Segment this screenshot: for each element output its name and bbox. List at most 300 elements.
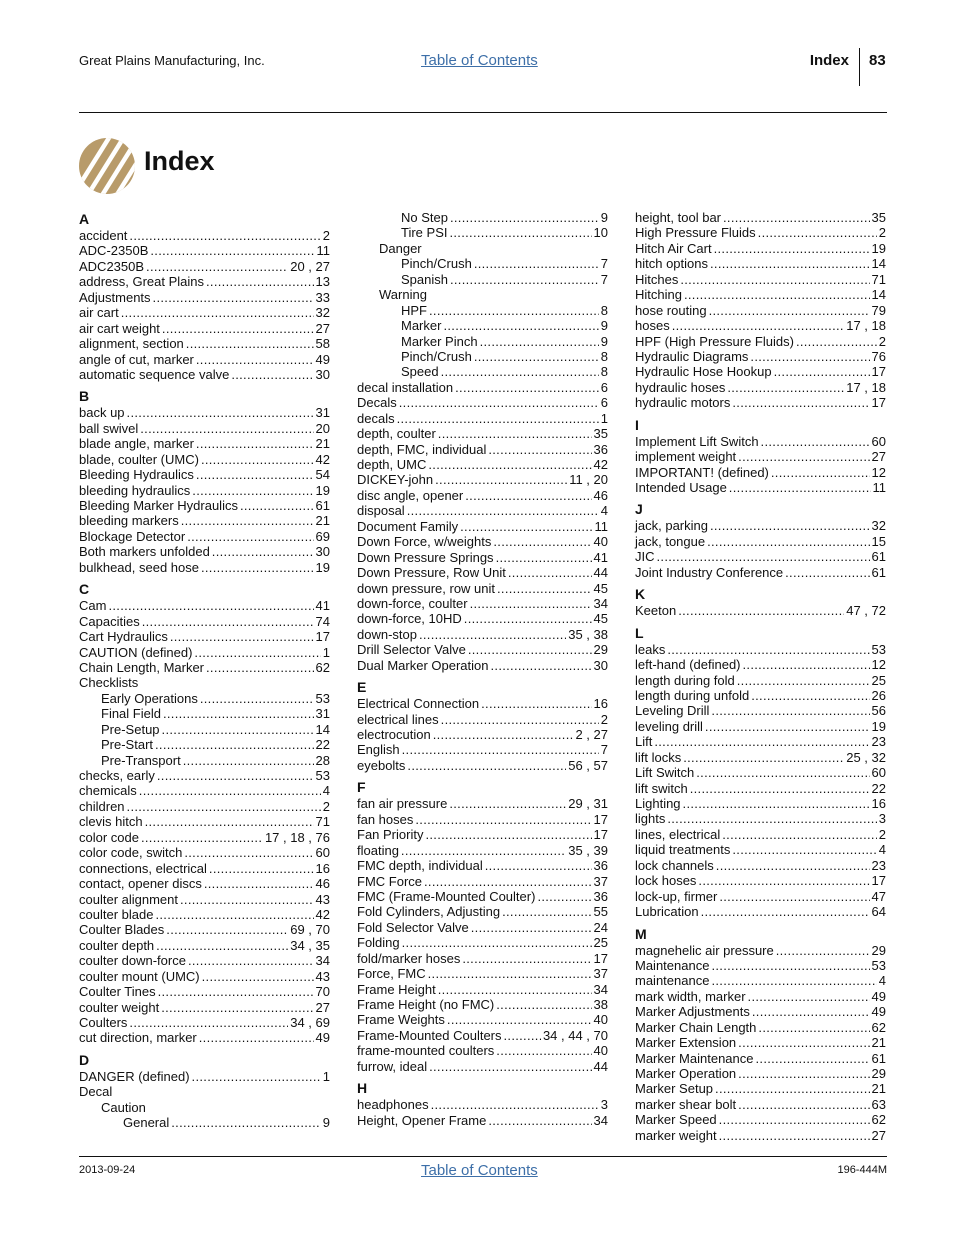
index-entry[interactable] — [357, 889, 608, 904]
index-page-ref[interactable]: 11 — [872, 480, 886, 495]
index-entry[interactable] — [357, 1028, 608, 1043]
index-entry[interactable] — [357, 303, 608, 318]
index-entry[interactable] — [635, 642, 886, 657]
index-page-ref[interactable]: 35 , 38 — [568, 626, 608, 642]
index-entry[interactable] — [79, 753, 330, 768]
index-entry[interactable] — [357, 565, 608, 580]
index-page-ref[interactable]: 27 — [315, 320, 330, 336]
index-page-ref[interactable]: 38 — [593, 997, 608, 1012]
index-entry[interactable] — [357, 812, 608, 827]
index-entry[interactable] — [79, 768, 330, 783]
index-page-ref[interactable]: 53 — [871, 957, 886, 973]
index-entry[interactable] — [79, 969, 330, 984]
index-page-ref[interactable]: 61 — [871, 1050, 886, 1066]
index-page-ref[interactable]: 29 — [871, 942, 886, 958]
index-entry[interactable] — [357, 581, 608, 596]
index-page-ref[interactable]: 14 — [871, 256, 886, 272]
index-page-ref[interactable]: 31 — [315, 405, 330, 421]
index-page-ref[interactable]: 54 — [315, 467, 330, 483]
index-page-ref[interactable]: 17 — [871, 395, 886, 411]
index-entry[interactable] — [79, 498, 330, 513]
index-entry[interactable] — [79, 352, 330, 367]
index-entry[interactable] — [79, 706, 330, 721]
index-entry[interactable] — [357, 1097, 608, 1112]
index-page-ref[interactable]: 49 — [315, 351, 330, 367]
index-page-ref[interactable]: 37 — [593, 873, 608, 889]
index-entry[interactable] — [635, 1081, 886, 1096]
index-page-ref[interactable]: 41 — [593, 549, 608, 565]
index-page-ref[interactable]: 2 — [322, 228, 330, 243]
index-page-ref[interactable]: 53 — [315, 768, 330, 783]
index-entry[interactable] — [635, 334, 886, 349]
index-entry[interactable] — [79, 722, 330, 737]
index-entry[interactable] — [79, 799, 330, 814]
index-entry[interactable] — [635, 449, 886, 464]
index-page-ref[interactable]: 9 — [600, 210, 608, 225]
index-page-ref[interactable]: 40 — [593, 534, 608, 550]
index-entry[interactable] — [357, 843, 608, 858]
index-entry[interactable] — [79, 274, 330, 289]
index-entry[interactable] — [635, 1051, 886, 1066]
index-entry[interactable] — [635, 225, 886, 240]
index-entry[interactable] — [79, 1030, 330, 1045]
index-entry[interactable] — [357, 210, 608, 225]
index-page-ref[interactable]: 34 , 44 , 70 — [542, 1027, 608, 1043]
index-entry[interactable] — [357, 380, 608, 395]
index-entry[interactable] — [635, 781, 886, 796]
index-page-ref[interactable]: 2 — [878, 225, 886, 241]
index-entry[interactable] — [357, 596, 608, 611]
index-entry[interactable] — [635, 287, 886, 302]
index-page-ref[interactable]: 2 — [878, 333, 886, 349]
index-page-ref[interactable]: 28 — [315, 752, 330, 768]
index-entry[interactable] — [357, 951, 608, 966]
index-entry[interactable] — [357, 627, 608, 642]
index-page-ref[interactable]: 21 — [315, 436, 330, 452]
index-entry[interactable] — [635, 827, 886, 842]
index-entry[interactable] — [357, 997, 608, 1012]
index-page-ref[interactable]: 19 — [871, 718, 886, 734]
index-page-ref[interactable]: 61 — [871, 549, 886, 565]
index-entry[interactable] — [635, 765, 886, 780]
index-page-ref[interactable]: 79 — [871, 302, 886, 318]
index-entry[interactable] — [79, 907, 330, 922]
index-entry[interactable] — [635, 842, 886, 857]
index-page-ref[interactable]: 11 — [316, 243, 330, 259]
index-page-ref[interactable]: 14 — [315, 721, 330, 737]
index-page-ref[interactable]: 33 — [315, 289, 330, 305]
index-entry[interactable] — [79, 436, 330, 451]
index-page-ref[interactable]: 44 — [593, 565, 608, 581]
index-entry[interactable] — [635, 688, 886, 703]
index-page-ref[interactable]: 43 — [315, 968, 330, 984]
index-entry[interactable] — [79, 467, 330, 482]
index-page-ref[interactable]: 7 — [600, 271, 608, 287]
index-page-ref[interactable]: 37 — [593, 966, 608, 982]
index-entry[interactable] — [357, 334, 608, 349]
index-entry[interactable] — [79, 783, 330, 798]
index-page-ref[interactable]: 53 — [871, 641, 886, 657]
index-page-ref[interactable]: 22 — [315, 737, 330, 753]
index-page-ref[interactable]: 49 — [315, 1030, 330, 1046]
index-entry[interactable] — [635, 858, 886, 873]
index-page-ref[interactable]: 56 — [871, 703, 886, 719]
index-page-ref[interactable]: 24 — [593, 919, 608, 935]
index-page-ref[interactable]: 9 — [600, 333, 608, 349]
index-page-ref[interactable]: 34 , 69 — [290, 1015, 330, 1030]
index-entry[interactable] — [79, 1015, 330, 1030]
index-page-ref[interactable]: 62 — [871, 1019, 886, 1035]
index-page-ref[interactable]: 60 — [871, 765, 886, 781]
index-page-ref[interactable]: 8 — [600, 302, 608, 318]
index-page-ref[interactable]: 17 — [315, 629, 330, 645]
index-page-ref[interactable]: 61 — [871, 564, 886, 580]
index-page-ref[interactable]: 2 — [322, 798, 330, 814]
index-page-ref[interactable]: 34 — [593, 595, 608, 611]
index-entry[interactable] — [357, 411, 608, 426]
index-entry[interactable] — [79, 629, 330, 644]
index-entry[interactable] — [357, 457, 608, 472]
index-entry[interactable] — [79, 876, 330, 891]
index-entry[interactable] — [357, 256, 608, 271]
index-page-ref[interactable]: 30 — [315, 366, 330, 382]
index-page-ref[interactable]: 12 — [871, 464, 886, 480]
index-entry[interactable] — [635, 318, 886, 333]
index-entry[interactable] — [357, 742, 608, 757]
index-page-ref[interactable]: 56 , 57 — [568, 757, 608, 773]
index-entry[interactable] — [635, 1066, 886, 1081]
index-page-ref[interactable]: 23 — [871, 857, 886, 873]
index-page-ref[interactable]: 27 — [315, 999, 330, 1015]
index-page-ref[interactable]: 4 — [322, 783, 330, 799]
index-entry[interactable] — [635, 1128, 886, 1143]
index-entry[interactable] — [357, 858, 608, 873]
index-page-ref[interactable]: 32 — [871, 518, 886, 534]
index-entry[interactable] — [635, 1035, 886, 1050]
index-page-ref[interactable]: 42 — [315, 451, 330, 467]
index-entry[interactable] — [635, 465, 886, 480]
index-entry[interactable] — [635, 1004, 886, 1019]
index-entry[interactable] — [357, 611, 608, 626]
index-entry[interactable] — [79, 290, 330, 305]
index-entry[interactable] — [79, 1115, 330, 1130]
index-page-ref[interactable]: 49 — [871, 1004, 886, 1020]
index-entry[interactable] — [635, 1112, 886, 1127]
index-entry[interactable] — [635, 904, 886, 919]
index-entry[interactable] — [79, 598, 330, 613]
table-of-contents-link[interactable]: Table of Contents — [421, 52, 538, 69]
index-entry[interactable] — [635, 349, 886, 364]
index-entry[interactable] — [79, 483, 330, 498]
index-entry[interactable] — [79, 984, 330, 999]
index-entry[interactable] — [79, 228, 330, 243]
index-entry[interactable] — [635, 272, 886, 287]
index-entry[interactable] — [79, 259, 330, 274]
index-entry[interactable] — [79, 336, 330, 351]
index-page-ref[interactable]: 46 — [315, 876, 330, 892]
index-entry[interactable] — [357, 642, 608, 657]
index-entry[interactable] — [635, 256, 886, 271]
index-entry[interactable] — [79, 421, 330, 436]
index-page-ref[interactable]: 45 — [593, 611, 608, 627]
index-entry[interactable] — [635, 943, 886, 958]
index-entry[interactable] — [635, 734, 886, 749]
index-entry[interactable] — [357, 550, 608, 565]
index-page-ref[interactable]: 55 — [593, 904, 608, 920]
index-page-ref[interactable]: 4 — [878, 842, 886, 858]
index-entry[interactable] — [357, 426, 608, 441]
index-page-ref[interactable]: 44 — [593, 1058, 608, 1074]
index-page-ref[interactable]: 21 — [871, 1035, 886, 1051]
index-entry[interactable] — [79, 845, 330, 860]
index-entry[interactable] — [357, 658, 608, 673]
index-page-ref[interactable]: 6 — [600, 395, 608, 411]
index-page-ref[interactable]: 42 — [315, 906, 330, 922]
index-entry[interactable] — [357, 503, 608, 518]
index-page-ref[interactable]: 12 — [871, 657, 886, 673]
index-page-ref[interactable]: 63 — [871, 1096, 886, 1112]
index-page-ref[interactable]: 74 — [315, 613, 330, 629]
index-entry[interactable] — [79, 243, 330, 258]
index-page-ref[interactable]: 20 , 27 — [290, 258, 330, 274]
index-page-ref[interactable]: 21 — [315, 513, 330, 529]
index-page-ref[interactable]: 46 — [593, 487, 608, 503]
index-entry[interactable] — [635, 873, 886, 888]
index-entry[interactable] — [357, 935, 608, 950]
index-page-ref[interactable]: 19 — [871, 240, 886, 256]
index-page-ref[interactable]: 15 — [871, 533, 886, 549]
index-page-ref[interactable]: 13 — [315, 274, 330, 290]
index-entry[interactable] — [357, 1059, 608, 1074]
index-entry[interactable] — [635, 673, 886, 688]
index-page-ref[interactable]: 2 — [600, 711, 608, 727]
index-page-ref[interactable]: 40 — [593, 1043, 608, 1059]
index-entry[interactable] — [635, 518, 886, 533]
index-entry[interactable] — [357, 318, 608, 333]
index-page-ref[interactable]: 4 — [600, 503, 608, 519]
index-entry[interactable] — [357, 982, 608, 997]
index-entry[interactable] — [357, 1113, 608, 1128]
index-page-ref[interactable]: 76 — [871, 348, 886, 364]
index-entry[interactable] — [79, 645, 330, 660]
index-entry[interactable] — [635, 549, 886, 564]
index-entry[interactable] — [79, 892, 330, 907]
index-page-ref[interactable]: 3 — [878, 811, 886, 827]
index-page-ref[interactable]: 64 — [871, 904, 886, 920]
index-page-ref[interactable]: 26 — [871, 687, 886, 703]
index-entry[interactable] — [79, 660, 330, 675]
index-entry[interactable] — [79, 452, 330, 467]
index-page-ref[interactable]: 1 — [600, 410, 608, 426]
index-entry[interactable] — [79, 691, 330, 706]
index-entry[interactable] — [79, 614, 330, 629]
index-entry[interactable] — [79, 953, 330, 968]
index-entry[interactable] — [79, 367, 330, 382]
index-page-ref[interactable]: 58 — [315, 336, 330, 352]
index-entry[interactable] — [357, 696, 608, 711]
index-page-ref[interactable]: 30 — [593, 657, 608, 673]
index-entry[interactable] — [635, 796, 886, 811]
index-entry[interactable] — [635, 958, 886, 973]
index-entry[interactable] — [79, 529, 330, 544]
index-entry[interactable] — [357, 758, 608, 773]
index-page-ref[interactable]: 41 — [315, 598, 330, 614]
index-entry[interactable] — [635, 719, 886, 734]
index-entry[interactable] — [357, 1043, 608, 1058]
index-page-ref[interactable]: 42 — [593, 457, 608, 472]
index-page-ref[interactable]: 40 — [593, 1012, 608, 1028]
index-page-ref[interactable]: 9 — [322, 1115, 330, 1131]
index-entry[interactable] — [357, 827, 608, 842]
index-entry[interactable] — [79, 861, 330, 876]
index-page-ref[interactable]: 11 , 20 — [569, 472, 608, 488]
index-page-ref[interactable]: 2 — [878, 826, 886, 842]
index-page-ref[interactable]: 19 — [315, 559, 330, 575]
index-page-ref[interactable]: 47 , 72 — [846, 603, 886, 619]
index-entry[interactable] — [357, 1012, 608, 1027]
index-page-ref[interactable]: 71 — [315, 814, 330, 830]
index-page-ref[interactable]: 23 — [871, 734, 886, 750]
index-page-ref[interactable]: 62 — [871, 1112, 886, 1128]
index-page-ref[interactable]: 11 — [594, 518, 608, 534]
index-entry[interactable] — [357, 225, 608, 240]
index-page-ref[interactable]: 16 — [315, 860, 330, 876]
index-page-ref[interactable]: 4 — [878, 973, 886, 989]
index-page-ref[interactable]: 71 — [871, 271, 886, 287]
index-entry[interactable] — [635, 565, 886, 580]
index-page-ref[interactable]: 1 — [322, 644, 330, 660]
table-of-contents-link-footer[interactable]: Table of Contents — [421, 1162, 538, 1179]
index-page-ref[interactable]: 34 — [593, 1112, 608, 1128]
index-page-ref[interactable]: 29 — [593, 642, 608, 658]
index-entry[interactable] — [79, 321, 330, 336]
index-page-ref[interactable]: 29 — [871, 1066, 886, 1081]
index-page-ref[interactable]: 31 — [315, 706, 330, 722]
index-entry[interactable] — [79, 513, 330, 528]
index-page-ref[interactable]: 34 , 35 — [290, 937, 330, 953]
index-page-ref[interactable]: 60 — [871, 433, 886, 449]
index-entry[interactable] — [79, 544, 330, 559]
index-page-ref[interactable]: 36 — [593, 441, 608, 457]
index-page-ref[interactable]: 17 , 18 — [846, 318, 886, 334]
index-page-ref[interactable]: 8 — [600, 364, 608, 380]
index-entry[interactable] — [635, 480, 886, 495]
index-page-ref[interactable]: 1 — [322, 1068, 330, 1084]
index-page-ref[interactable]: 17 — [871, 873, 886, 889]
index-entry[interactable] — [357, 349, 608, 364]
index-page-ref[interactable]: 16 — [593, 696, 608, 712]
index-page-ref[interactable]: 43 — [315, 891, 330, 907]
index-page-ref[interactable]: 17 — [593, 811, 608, 827]
index-entry[interactable] — [79, 560, 330, 575]
index-entry[interactable] — [635, 889, 886, 904]
index-entry[interactable] — [79, 1069, 330, 1084]
index-page-ref[interactable]: 25 , 32 — [846, 749, 886, 765]
index-entry[interactable] — [357, 712, 608, 727]
index-page-ref[interactable]: 20 — [315, 420, 330, 436]
index-entry[interactable] — [635, 750, 886, 765]
index-entry[interactable] — [79, 814, 330, 829]
index-page-ref[interactable]: 16 — [871, 796, 886, 811]
index-entry[interactable] — [635, 364, 886, 379]
index-page-ref[interactable]: 22 — [871, 780, 886, 796]
index-page-ref[interactable]: 19 — [315, 482, 330, 498]
index-page-ref[interactable]: 61 — [315, 498, 330, 513]
index-entry[interactable] — [635, 303, 886, 318]
index-page-ref[interactable]: 17 — [593, 827, 608, 843]
index-page-ref[interactable]: 25 — [871, 672, 886, 688]
index-page-ref[interactable]: 30 — [315, 544, 330, 560]
index-entry[interactable] — [357, 364, 608, 379]
index-page-ref[interactable]: 34 — [315, 953, 330, 969]
index-entry[interactable] — [357, 920, 608, 935]
index-page-ref[interactable]: 32 — [315, 305, 330, 321]
index-page-ref[interactable]: 17 , 18 , 76 — [264, 829, 330, 845]
index-entry[interactable] — [357, 395, 608, 410]
index-page-ref[interactable]: 2 , 27 — [575, 727, 608, 742]
index-page-ref[interactable]: 69 — [315, 528, 330, 544]
index-entry[interactable] — [635, 395, 886, 410]
index-page-ref[interactable]: 45 — [593, 580, 608, 596]
index-entry[interactable] — [357, 874, 608, 889]
index-page-ref[interactable]: 27 — [871, 1127, 886, 1143]
index-page-ref[interactable]: 69 , 70 — [290, 922, 330, 938]
index-entry[interactable] — [357, 442, 608, 457]
index-page-ref[interactable]: 17 , 18 — [846, 379, 886, 395]
index-entry[interactable] — [357, 796, 608, 811]
index-page-ref[interactable]: 62 — [315, 659, 330, 675]
index-entry[interactable] — [635, 811, 886, 826]
index-page-ref[interactable]: 49 — [871, 988, 886, 1004]
index-entry[interactable] — [635, 703, 886, 718]
index-page-ref[interactable]: 36 — [593, 858, 608, 874]
index-entry[interactable] — [635, 210, 886, 225]
index-page-ref[interactable]: 35 — [871, 210, 886, 225]
index-page-ref[interactable]: 53 — [315, 690, 330, 706]
index-page-ref[interactable]: 27 — [871, 449, 886, 465]
index-entry[interactable] — [79, 922, 330, 937]
index-entry[interactable] — [79, 938, 330, 953]
index-entry[interactable] — [79, 405, 330, 420]
index-page-ref[interactable]: 17 — [871, 364, 886, 380]
index-entry[interactable] — [357, 534, 608, 549]
index-entry[interactable] — [635, 534, 886, 549]
index-entry[interactable] — [79, 1000, 330, 1015]
index-entry[interactable] — [635, 1020, 886, 1035]
index-entry[interactable] — [357, 966, 608, 981]
index-page-ref[interactable]: 14 — [871, 287, 886, 303]
index-entry[interactable] — [357, 472, 608, 487]
index-page-ref[interactable]: 36 — [593, 888, 608, 904]
index-entry[interactable] — [635, 973, 886, 988]
index-page-ref[interactable]: 7 — [600, 742, 608, 758]
index-page-ref[interactable]: 35 , 39 — [568, 842, 608, 858]
index-entry[interactable] — [357, 519, 608, 534]
index-entry[interactable] — [357, 727, 608, 742]
index-entry[interactable] — [79, 737, 330, 752]
index-entry[interactable] — [79, 305, 330, 320]
index-page-ref[interactable]: 29 , 31 — [568, 796, 608, 812]
index-page-ref[interactable]: 17 — [593, 950, 608, 966]
index-entry[interactable] — [635, 603, 886, 618]
index-entry[interactable] — [635, 1097, 886, 1112]
index-page-ref[interactable]: 70 — [315, 984, 330, 1000]
index-page-ref[interactable]: 60 — [315, 845, 330, 861]
index-entry[interactable] — [635, 989, 886, 1004]
index-page-ref[interactable]: 35 — [593, 426, 608, 442]
index-entry[interactable] — [635, 657, 886, 672]
index-entry[interactable] — [357, 488, 608, 503]
